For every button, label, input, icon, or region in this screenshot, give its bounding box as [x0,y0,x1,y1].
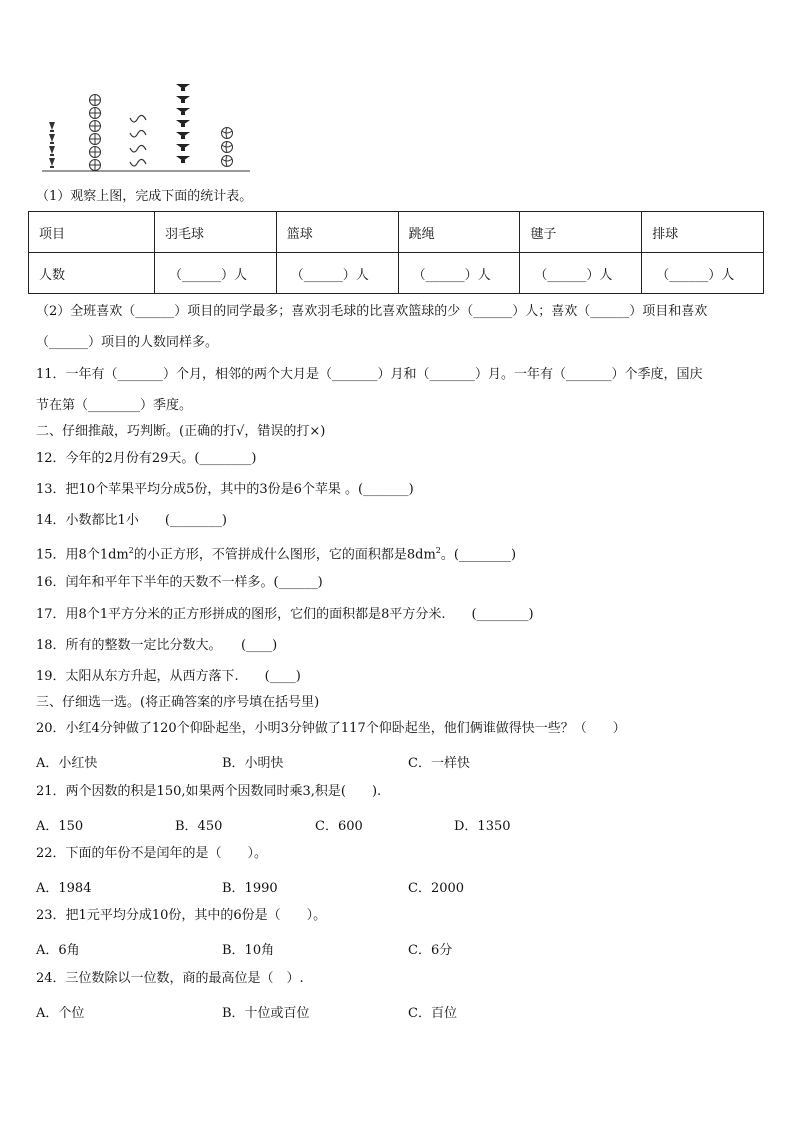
table-row [29,253,764,294]
q21-option-d[interactable]: D．1350 [454,819,511,834]
q20-option-a[interactable]: A．小红快 [36,756,98,771]
q23-option-c[interactable]: C．6分 [408,943,453,958]
table-header-cell: 篮球 [276,212,398,253]
sports-pictograph [42,78,252,174]
q24-option-c[interactable]: C．百位 [408,1006,457,1021]
table-header-row [29,212,764,253]
q20: 20．小红4分钟做了120个仰卧起坐，小明3分钟做了117个仰卧起坐，他们俩谁做得快一些？（ ） [36,721,626,736]
q21-option-c[interactable]: C．600 [315,819,363,834]
q21: 21．两个因数的积是150,如果两个因数同时乘3,积是( ). [36,784,382,799]
q23-option-a[interactable]: A．6角 [36,943,80,958]
q15-text-a: 15．用8个 [36,547,100,563]
table-header-cell: 项目 [29,212,155,253]
shuttlecock-icons [49,122,55,168]
q14: 14．小数都比1小 (________) [36,513,227,528]
volleyball-icons [222,128,233,167]
answer-cell[interactable]: （______）人 [155,253,277,294]
q15-sup2: 2 [435,546,441,555]
q22-option-c[interactable]: C．2000 [408,881,465,896]
q21-option-b[interactable]: B．450 [175,819,223,834]
q15-text-c: 。(________) [440,547,517,563]
table-header-cell: 毽子 [520,212,642,253]
q11-line1: 11．一年有（_______）个月，相邻的两个大月是（_______）月和（_______）月。一年有（_______）个季度，国庆 [36,367,703,382]
q15 [36,543,516,563]
q12: 12．今年的2月份有29天。(________) [36,451,257,466]
q15-sup1: 2 [128,546,134,555]
table-row-label: 人数 [29,253,155,294]
answer-cell[interactable]: （______）人 [642,253,764,294]
q24-option-b[interactable]: B．十位或百位 [222,1006,310,1021]
basketball-icons [90,95,101,171]
section-3-heading: 三、仔细选一选。(将正确答案的序号填在括号里) [36,695,320,710]
table-header-cell: 跳绳 [398,212,520,253]
answer-cell[interactable]: （______）人 [398,253,520,294]
q15-text-b: 的小正方形，不管拼成什么图形，它的面积都是 [133,547,407,563]
q17: 17．用8个1平方分米的正方形拼成的图形，它们的面积都是8平方分米. (________) [36,607,534,622]
q23-option-b[interactable]: B．10角 [222,943,275,958]
q15-unit2: 8dm [406,547,436,563]
answer-cell[interactable]: （______）人 [276,253,398,294]
answer-cell[interactable]: （______）人 [520,253,642,294]
q15-unit1: 1dm [99,547,129,563]
q22-option-a[interactable]: A．1984 [36,881,92,896]
q23: 23．把1元平均分成10份，其中的6份是（ ）。 [36,908,327,923]
table-header-cell: 羽毛球 [155,212,277,253]
q20-option-b[interactable]: B．小明快 [222,756,284,771]
stats-table [28,211,764,294]
section-2-heading: 二、仔细推敲，巧判断。(正确的打√，错误的打×) [36,424,326,439]
q1-intro: （1）观察上图，完成下面的统计表。 [36,189,253,204]
q13: 13．把10个苹果平均分成5份，其中的3份是6个苹果 。(_______) [36,482,414,497]
q21-option-a[interactable]: A．150 [36,819,84,834]
q18: 18．所有的整数一定比分数大。 (____) [36,638,278,653]
q2-line1: （2）全班喜欢（______）项目的同学最多；喜欢羽毛球的比喜欢篮球的少（______）人；喜欢（______）项目和喜欢 [36,304,708,319]
jianzi-icons [176,84,190,163]
jump-rope-icons [130,115,146,166]
table-header-cell: 排球 [642,212,764,253]
q24-option-a[interactable]: A．个位 [36,1006,85,1021]
q2-line2: （______）项目的人数同样多。 [36,335,219,350]
q22-option-b[interactable]: B．1990 [222,881,278,896]
q24: 24．三位数除以一位数，商的最高位是（ ）. [36,971,304,986]
q19: 19．太阳从东方升起，从西方落下. (____) [36,669,301,684]
q11-line2: 节在第（________）季度。 [36,398,193,413]
q16: 16．闰年和平年下半年的天数不一样多。(______) [36,575,323,590]
q20-option-c[interactable]: C．一样快 [408,756,470,771]
q22: 22．下面的年份不是闰年的是（ ）。 [36,846,268,861]
